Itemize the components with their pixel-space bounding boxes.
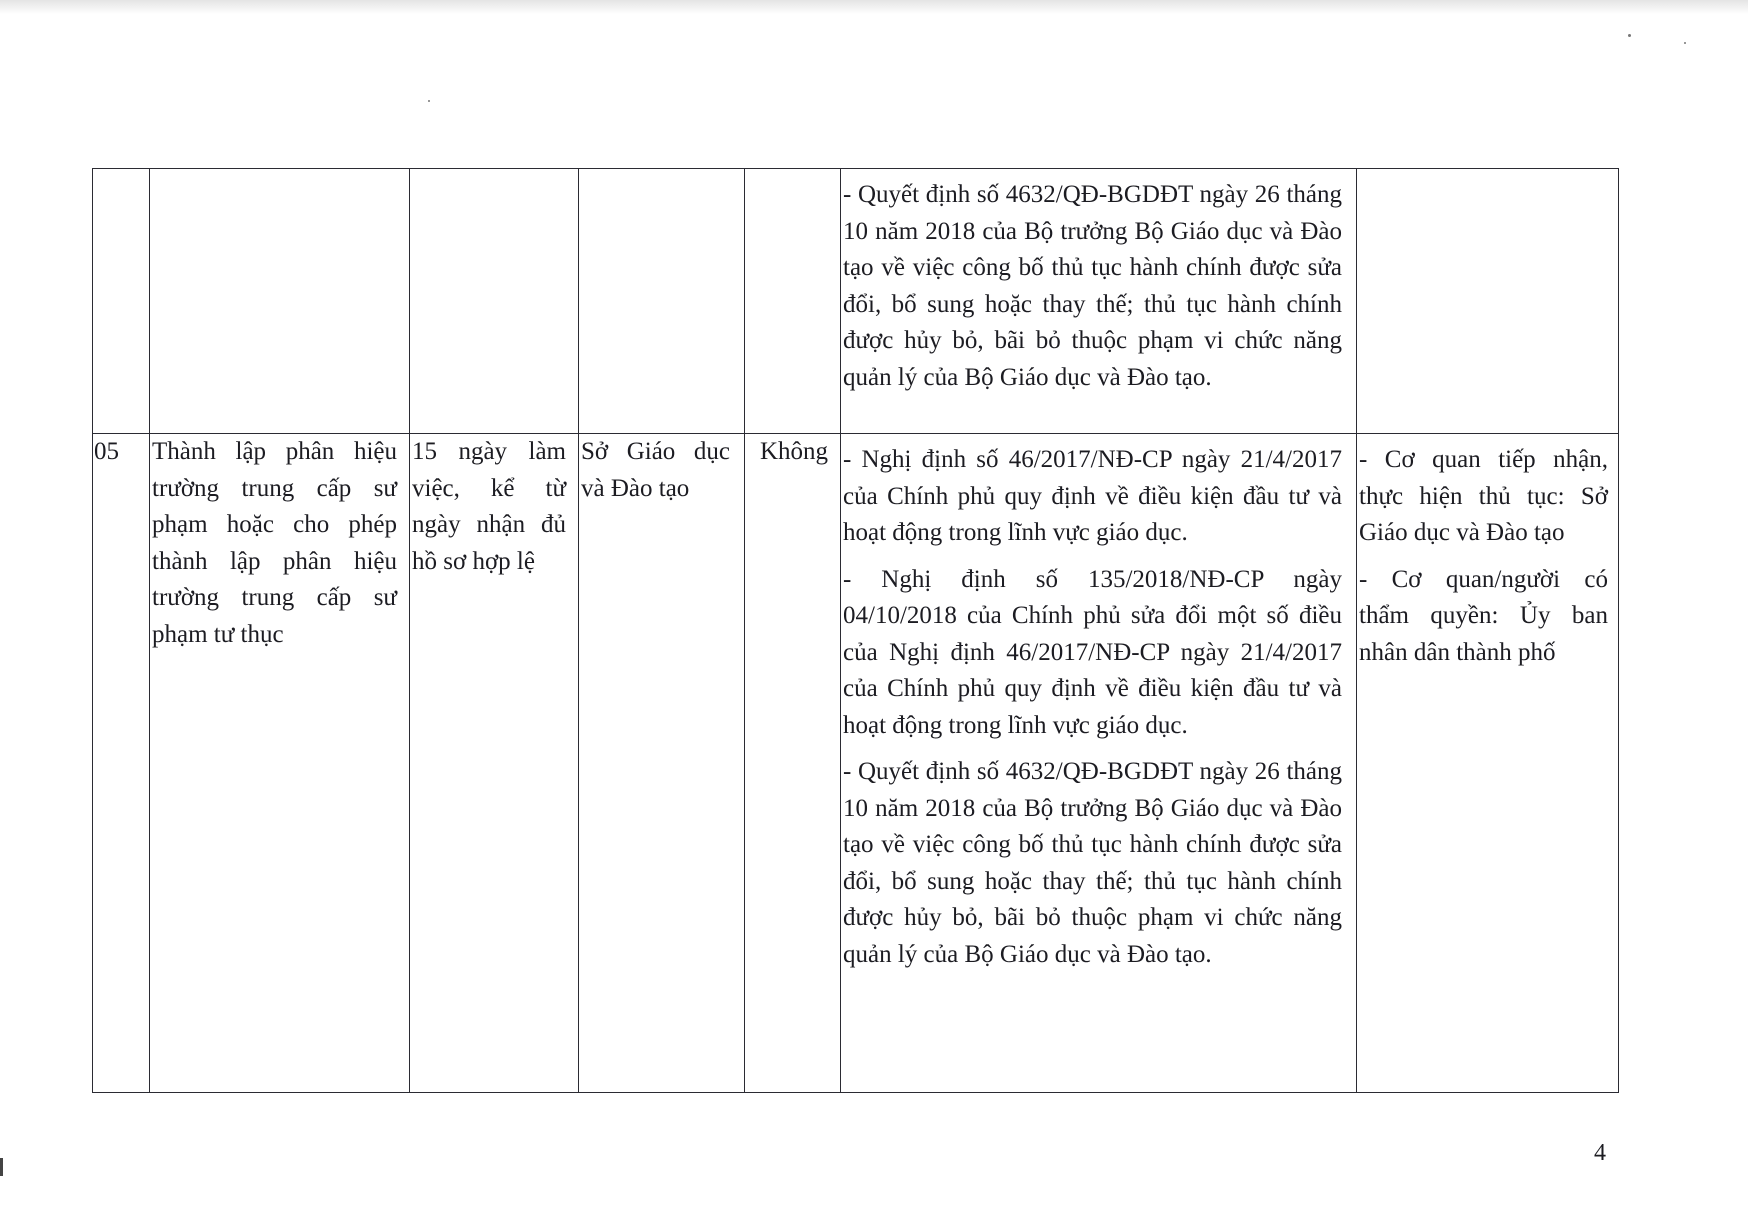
legal-basis-paragraph: - Nghị định số 135/2018/NĐ-CP ngày 04/10/2018 của Chính phủ sửa đổi một số điều của Nghị định 46/2017/NĐ-CP ngày 21/4/2017 của Chính phủ quy định về điều kiện đầu tư và hoạt động trong lĩnh vực giáo dục. (843, 565, 1342, 739)
implementing-agency-cell (579, 169, 745, 434)
processing-time-cell: 15 ngày làm việc, kể từ ngày nhận đủ hồ sơ hợp lệ (410, 434, 579, 1093)
fee-cell: Không (745, 434, 841, 1093)
procedure-name-cell: Thành lập phân hiệu trường trung cấp sư phạm hoặc cho phép thành lập phân hiệu trường trung cấp sư phạm tư thục (150, 434, 410, 1093)
legal-basis-cell (841, 169, 1357, 434)
table-row (93, 169, 1619, 434)
legal-basis-cell (841, 434, 1357, 1093)
other-info-paragraph: - Cơ quan tiếp nhận, thực hiện thủ tục: Sở Giáo dục và Đào tạo (1359, 446, 1608, 546)
other-info-cell (1357, 169, 1619, 434)
table-row (93, 434, 1619, 1093)
legal-basis-paragraph: - Quyết định số 4632/QĐ-BGDĐT ngày 26 tháng 10 năm 2018 của Bộ trưởng Bộ Giáo dục và Đào tạo về việc công bố thủ tục hành chính được sửa đổi, bổ sung hoặc thay thế; thủ tục hành chính được hủy bỏ, bãi bỏ thuộc phạm vi chức năng quản lý của Bộ Giáo dục và Đào tạo. (843, 758, 1342, 968)
scan-edge-mark (0, 1158, 3, 1176)
procedure-name-cell (150, 169, 410, 434)
number-cell (93, 169, 150, 434)
implementing-agency-cell: Sở Giáo dục và Đào tạo (579, 434, 745, 1093)
scan-shadow (0, 0, 1748, 14)
legal-basis-paragraph: - Quyết định số 4632/QĐ-BGDĐT ngày 26 tháng 10 năm 2018 của Bộ trưởng Bộ Giáo dục và Đào tạo về việc công bố thủ tục hành chính được sửa đổi, bổ sung hoặc thay thế; thủ tục hành chính được hủy bỏ, bãi bỏ thuộc phạm vi chức năng quản lý của Bộ Giáo dục và Đào tạo. (843, 181, 1342, 391)
fee-cell (745, 169, 841, 434)
scan-speck (428, 100, 430, 102)
other-info-paragraph: - Cơ quan/người có thẩm quyền: Ủy ban nhân dân thành phố (1359, 565, 1608, 666)
page-number: 4 (1594, 1140, 1606, 1166)
processing-time-cell (410, 169, 579, 434)
number-cell: 05 (93, 434, 150, 1093)
scan-speck (1628, 34, 1631, 37)
procedure-table (92, 168, 1619, 1093)
other-info-cell (1357, 434, 1619, 1093)
scan-speck (1684, 42, 1686, 44)
legal-basis-paragraph: - Nghị định số 46/2017/NĐ-CP ngày 21/4/2017 của Chính phủ quy định về điều kiện đầu tư và hoạt động trong lĩnh vực giáo dục. (843, 446, 1342, 546)
